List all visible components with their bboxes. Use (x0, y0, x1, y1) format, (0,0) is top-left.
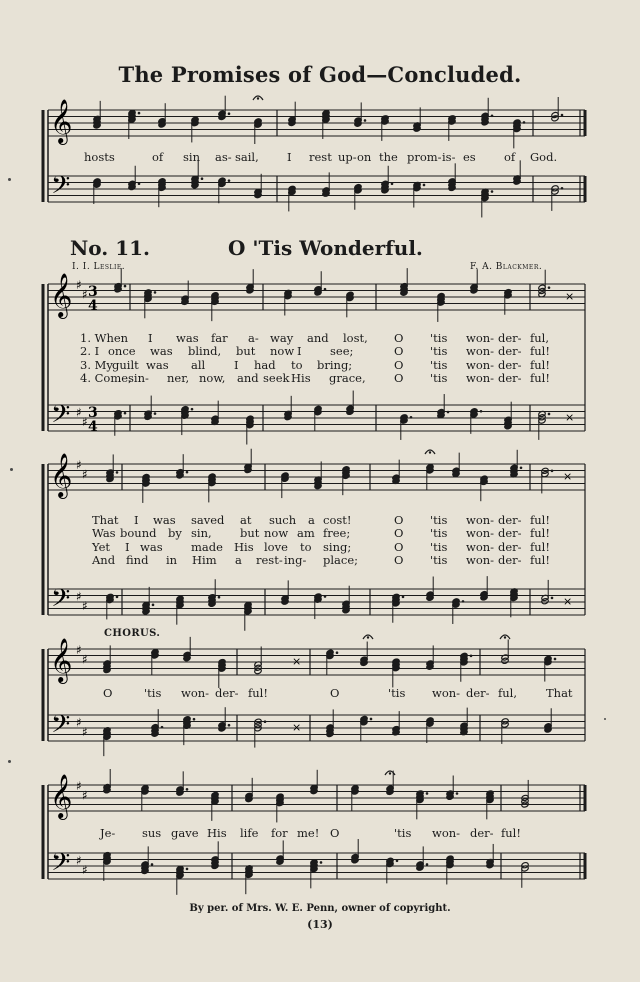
dot (456, 792, 459, 795)
dot (116, 596, 119, 599)
lyric-syllable: And (92, 552, 116, 567)
lyric-syllable: life (240, 826, 259, 840)
lyric-syllable: rest- (256, 552, 283, 567)
dot (191, 408, 194, 411)
lyric-syllable: Yet (92, 539, 111, 554)
dot (218, 596, 221, 599)
lyric-syllable: a- (248, 331, 259, 345)
lyric-syllable: sin- (128, 370, 149, 385)
bass-clef-icon: 𝄢 (51, 710, 71, 745)
lyric-syllable: 'tis (430, 344, 448, 359)
dot (152, 604, 155, 607)
lyric-syllable: as- (215, 150, 232, 164)
page-number: (13) (307, 918, 333, 931)
hymn-title: O 'Tis Wonderful. (228, 236, 423, 260)
sharp-icon: ♯ (82, 788, 88, 803)
lyric-syllable: cost! (323, 513, 352, 527)
lyric-syllable: bring; (317, 357, 353, 372)
dot (447, 411, 450, 414)
lyric-syllable: O (394, 370, 404, 385)
lyric-syllable: far (211, 331, 228, 345)
dot (480, 410, 483, 413)
sharp-icon: ♯ (76, 853, 82, 868)
dot (561, 187, 564, 190)
dot (186, 471, 189, 474)
dot (151, 863, 154, 866)
lyric-syllable: won- (466, 513, 495, 527)
dot (124, 412, 127, 415)
lyric-syllable: der- (498, 513, 522, 527)
lyric-syllable: O (394, 552, 404, 567)
lyric-syllable: sus (142, 826, 162, 840)
sharp-icon: ♯ (82, 863, 88, 877)
lyric-syllable: lost, (343, 331, 368, 345)
lyric-syllable: 'tis (430, 357, 448, 372)
lyric-syllable: but (236, 344, 256, 359)
lyric-syllable: ful! (530, 539, 550, 554)
lyric-syllable: sing; (323, 539, 352, 554)
lyric-syllable: won- (466, 344, 495, 359)
fermata-dot (429, 451, 431, 453)
lyric-syllable: der- (498, 526, 522, 541)
lyric-syllable: on (357, 150, 372, 164)
bass-clef-icon: 𝄢 (51, 584, 71, 619)
chorus-lyric-line-2 (0, 826, 640, 840)
rest-icon: × (565, 290, 575, 303)
sharp-icon: ♯ (76, 643, 82, 657)
lyric-syllable: That (546, 686, 573, 700)
dot (154, 412, 157, 415)
lyric-syllable: such (269, 513, 297, 527)
lyric-syllable: der- (215, 686, 239, 700)
rest-icon: × (565, 411, 575, 424)
lyric-syllable: ful! (501, 826, 521, 840)
lyric-syllable: That (92, 513, 119, 527)
time-signature-bottom: 4 (88, 298, 98, 314)
dot (228, 112, 231, 115)
lyric-syllable: prom- (407, 150, 442, 164)
treble-clef-icon: 𝄞 (50, 774, 73, 818)
lyric-syllable: place; (323, 552, 359, 567)
lyric-syllable: der- (498, 357, 522, 372)
lyric-syllable: me! (297, 826, 320, 840)
dot (426, 863, 429, 866)
lyricist-credit: I. I. Leslie. (72, 262, 126, 272)
dot (138, 112, 141, 115)
sharp-icon: ♯ (76, 589, 82, 604)
dot (554, 658, 557, 661)
lyric-syllable: love (264, 539, 288, 554)
lyric-syllable: I (134, 513, 139, 527)
lyric-syllable: I (148, 331, 153, 345)
lyric-syllable: es (463, 150, 476, 164)
lyric-syllable: the (379, 150, 398, 164)
lyric-syllable: rest (309, 150, 332, 164)
lyric-syllable: of (152, 150, 164, 164)
sharp-icon: ♯ (82, 725, 88, 739)
dot (402, 596, 405, 599)
verse-line-1 (0, 331, 640, 345)
dot (228, 179, 231, 182)
treble-clef-icon: 𝄞 (50, 273, 73, 317)
continued-hymn-title: The Promises of God—Concluded. (118, 62, 522, 87)
lyric-syllable: O (330, 826, 340, 840)
copyright-notice: By per. of Mrs. W. E. Penn, owner of copyright. (189, 903, 451, 914)
dot (491, 190, 494, 193)
lyric-syllable: der- (498, 331, 522, 345)
rest-icon: × (292, 655, 302, 668)
lyric-syllable: O (394, 331, 404, 345)
lyric-syllable: hosts (84, 150, 115, 164)
lyric-syllable: ner, (167, 370, 190, 385)
lyric-syllable: gave (171, 826, 199, 840)
lyric-syllable: won- (466, 539, 495, 554)
lyric-syllable: der- (466, 686, 490, 700)
lyric-syllable: won- (432, 826, 461, 840)
lyric-syllable: His (291, 370, 311, 385)
dot (462, 600, 465, 603)
dot (396, 859, 399, 862)
paper-speck (604, 718, 606, 720)
dot (364, 119, 367, 122)
bass-clef-icon: 𝄢 (51, 171, 71, 206)
sharp-icon: ♯ (76, 779, 82, 793)
sharp-icon: ♯ (82, 599, 88, 613)
lyric-syllable: sin (183, 150, 200, 164)
continued-lyric-line (0, 150, 640, 164)
verse-line-2 (0, 526, 640, 540)
lyric-syllable: to (300, 539, 312, 554)
time-signature-bottom: 4 (88, 419, 98, 435)
dot (561, 114, 564, 117)
lyric-syllable: der- (498, 539, 522, 554)
paper-speck (8, 760, 11, 763)
time-signature-top: 3 (88, 284, 98, 300)
dot (324, 288, 327, 291)
dot (391, 182, 394, 185)
rest-icon: × (563, 595, 573, 608)
lyric-syllable: I (125, 539, 130, 554)
bass-clef-icon: 𝄢 (51, 848, 71, 883)
lyric-syllable: Him (192, 552, 217, 567)
lyric-syllable: now (270, 344, 295, 359)
lyric-syllable: 'tis (430, 526, 448, 541)
sharp-icon: ♯ (76, 715, 82, 730)
dot (154, 291, 157, 294)
lyric-syllable: and (307, 331, 329, 345)
lyric-syllable: once (108, 344, 136, 359)
lyric-syllable: won- (181, 686, 210, 700)
lyric-syllable: was (150, 344, 173, 359)
sharp-icon: ♯ (82, 287, 88, 302)
lyric-syllable: won- (466, 331, 495, 345)
paper-speck (10, 468, 13, 471)
dot (423, 184, 426, 187)
lyric-syllable: in (166, 552, 178, 567)
lyric-syllable: all (191, 357, 206, 372)
lyric-syllable: guilt (112, 357, 139, 372)
dot (264, 720, 267, 723)
lyric-syllable: won- (466, 526, 495, 541)
paper-speck (8, 178, 11, 181)
dot (138, 182, 141, 185)
dot (193, 718, 196, 721)
lyric-syllable: blind, (188, 344, 222, 359)
lyric-syllable: find (126, 552, 149, 567)
dot (116, 471, 119, 474)
lyric-syllable: up- (338, 150, 357, 164)
composer-credit: F. A. Blackmer. (470, 262, 543, 272)
lyric-syllable: I (234, 357, 239, 372)
fermata-dot (367, 636, 369, 638)
lyric-syllable: seek (263, 370, 290, 385)
lyric-syllable: won- (432, 686, 461, 700)
lyric-syllable: God. (530, 150, 558, 164)
lyric-syllable: ful! (530, 552, 550, 567)
lyric-syllable: was (140, 539, 163, 554)
lyric-syllable: 4. Come, (80, 370, 132, 385)
lyric-syllable: won- (466, 370, 495, 385)
dot (124, 285, 127, 288)
verse-line-2 (0, 344, 640, 358)
lyric-syllable: won- (466, 552, 495, 567)
lyric-syllable: ful! (530, 344, 550, 359)
chorus-lyric-line-1 (0, 686, 640, 700)
lyric-syllable: at (240, 513, 252, 527)
fermata-dot (389, 772, 391, 774)
lyric-syllable: ful! (530, 513, 550, 527)
lyric-syllable: der- (498, 552, 522, 567)
dot (548, 286, 551, 289)
lyric-syllable: made (191, 539, 223, 554)
sharp-icon: ♯ (76, 458, 82, 472)
dot (520, 466, 523, 469)
lyric-syllable: a (308, 513, 315, 527)
verse-line-4 (0, 371, 640, 385)
dot (523, 121, 526, 124)
treble-clef-icon: 𝄞 (50, 453, 73, 497)
lyric-syllable: a (235, 552, 242, 567)
dot (370, 718, 373, 721)
lyric-syllable: 'tis (144, 686, 162, 700)
rest-icon: × (563, 470, 573, 483)
dot (201, 177, 204, 180)
lyric-syllable: der- (470, 826, 494, 840)
lyric-syllable: Je- (100, 826, 116, 840)
lyric-syllable: ful, (498, 686, 517, 700)
lyric-syllable: O (394, 344, 404, 359)
dot (551, 470, 554, 473)
treble-clef-icon: 𝄞 (50, 638, 73, 682)
lyric-syllable: I (287, 150, 292, 164)
lyric-syllable: 2. I (80, 344, 100, 359)
lyric-syllable: ful! (530, 370, 550, 385)
lyric-syllable: I (297, 344, 302, 359)
bass-clef-icon: 𝄢 (51, 400, 71, 435)
lyric-syllable: to (291, 357, 303, 372)
lyric-syllable: O (330, 686, 340, 700)
dot (336, 651, 339, 654)
dot (491, 114, 494, 117)
lyric-syllable: ful! (530, 526, 550, 541)
lyric-syllable: Was (92, 526, 116, 541)
lyric-syllable: 'tis (388, 686, 406, 700)
lyric-syllable: grace, (329, 370, 366, 385)
lyric-syllable: 3. My (80, 357, 113, 372)
treble-clef-icon: 𝄞 (50, 99, 73, 143)
lyric-syllable: is- (442, 150, 456, 164)
rest-icon: × (292, 721, 302, 734)
sharp-icon: ♯ (82, 467, 88, 482)
lyric-syllable: ful, (530, 331, 549, 345)
dot (186, 868, 189, 871)
lyric-syllable: 'tis (430, 331, 448, 345)
lyric-syllable: sail, (235, 150, 259, 164)
lyric-syllable: way (270, 331, 294, 345)
lyric-syllable: ful! (248, 686, 268, 700)
dot (320, 861, 323, 864)
lyric-syllable: bound (120, 526, 157, 541)
lyric-syllable: 'tis (430, 552, 448, 567)
fermata-dot (257, 97, 259, 99)
lyric-syllable: O (394, 539, 404, 554)
lyric-syllable: but (240, 526, 260, 541)
hymn-number: No. 11. (70, 236, 150, 260)
lyric-syllable: sin, (191, 526, 212, 541)
dot (426, 792, 429, 795)
dot (548, 413, 551, 416)
verse-line-1 (0, 513, 640, 527)
dot (324, 595, 327, 598)
lyric-syllable: His (207, 826, 227, 840)
lyric-syllable: ing- (284, 552, 307, 567)
lyric-syllable: 'tis (394, 826, 412, 840)
lyric-syllable: had (254, 357, 276, 372)
lyric-syllable: His (234, 539, 254, 554)
lyric-syllable: O (394, 357, 404, 372)
lyric-syllable: now, (199, 370, 226, 385)
lyric-syllable: by (168, 526, 182, 541)
lyric-syllable: der- (498, 344, 522, 359)
dot (410, 416, 413, 419)
lyric-syllable: free; (323, 526, 351, 541)
lyric-syllable: was (153, 513, 176, 527)
sharp-icon: ♯ (82, 415, 88, 429)
dot (470, 655, 473, 658)
lyric-syllable: 'tis (430, 370, 448, 385)
lyric-syllable: for (271, 826, 288, 840)
lyric-syllable: saved (191, 513, 225, 527)
chorus-label: CHORUS. (104, 628, 161, 639)
lyric-syllable: am (297, 526, 315, 541)
lyric-syllable: O (394, 526, 404, 541)
time-signature-top: 3 (88, 405, 98, 421)
lyric-syllable: was (146, 357, 169, 372)
lyric-syllable: 'tis (430, 513, 448, 527)
lyric-syllable: now (264, 526, 289, 541)
dot (186, 788, 189, 791)
sharp-icon: ♯ (82, 652, 88, 667)
verse-line-4 (0, 553, 640, 567)
dot (161, 726, 164, 729)
sharp-icon: ♯ (76, 405, 82, 420)
lyric-syllable: ful! (530, 357, 550, 372)
verse-line-3 (0, 358, 640, 372)
lyric-syllable: was (176, 331, 199, 345)
sharp-icon: ♯ (76, 278, 82, 292)
lyric-syllable: won- (466, 357, 495, 372)
lyric-syllable: 1. When (80, 331, 129, 345)
dot (551, 597, 554, 600)
dot (228, 724, 231, 727)
lyric-syllable: O (103, 686, 113, 700)
verse-line-3 (0, 540, 640, 554)
lyric-syllable: and (237, 370, 259, 385)
lyric-syllable: see; (330, 344, 354, 359)
lyric-syllable: O (394, 513, 404, 527)
lyric-syllable: of (504, 150, 516, 164)
lyric-syllable: 'tis (430, 539, 448, 554)
lyric-syllable: der- (498, 370, 522, 385)
fermata-dot (504, 636, 506, 638)
